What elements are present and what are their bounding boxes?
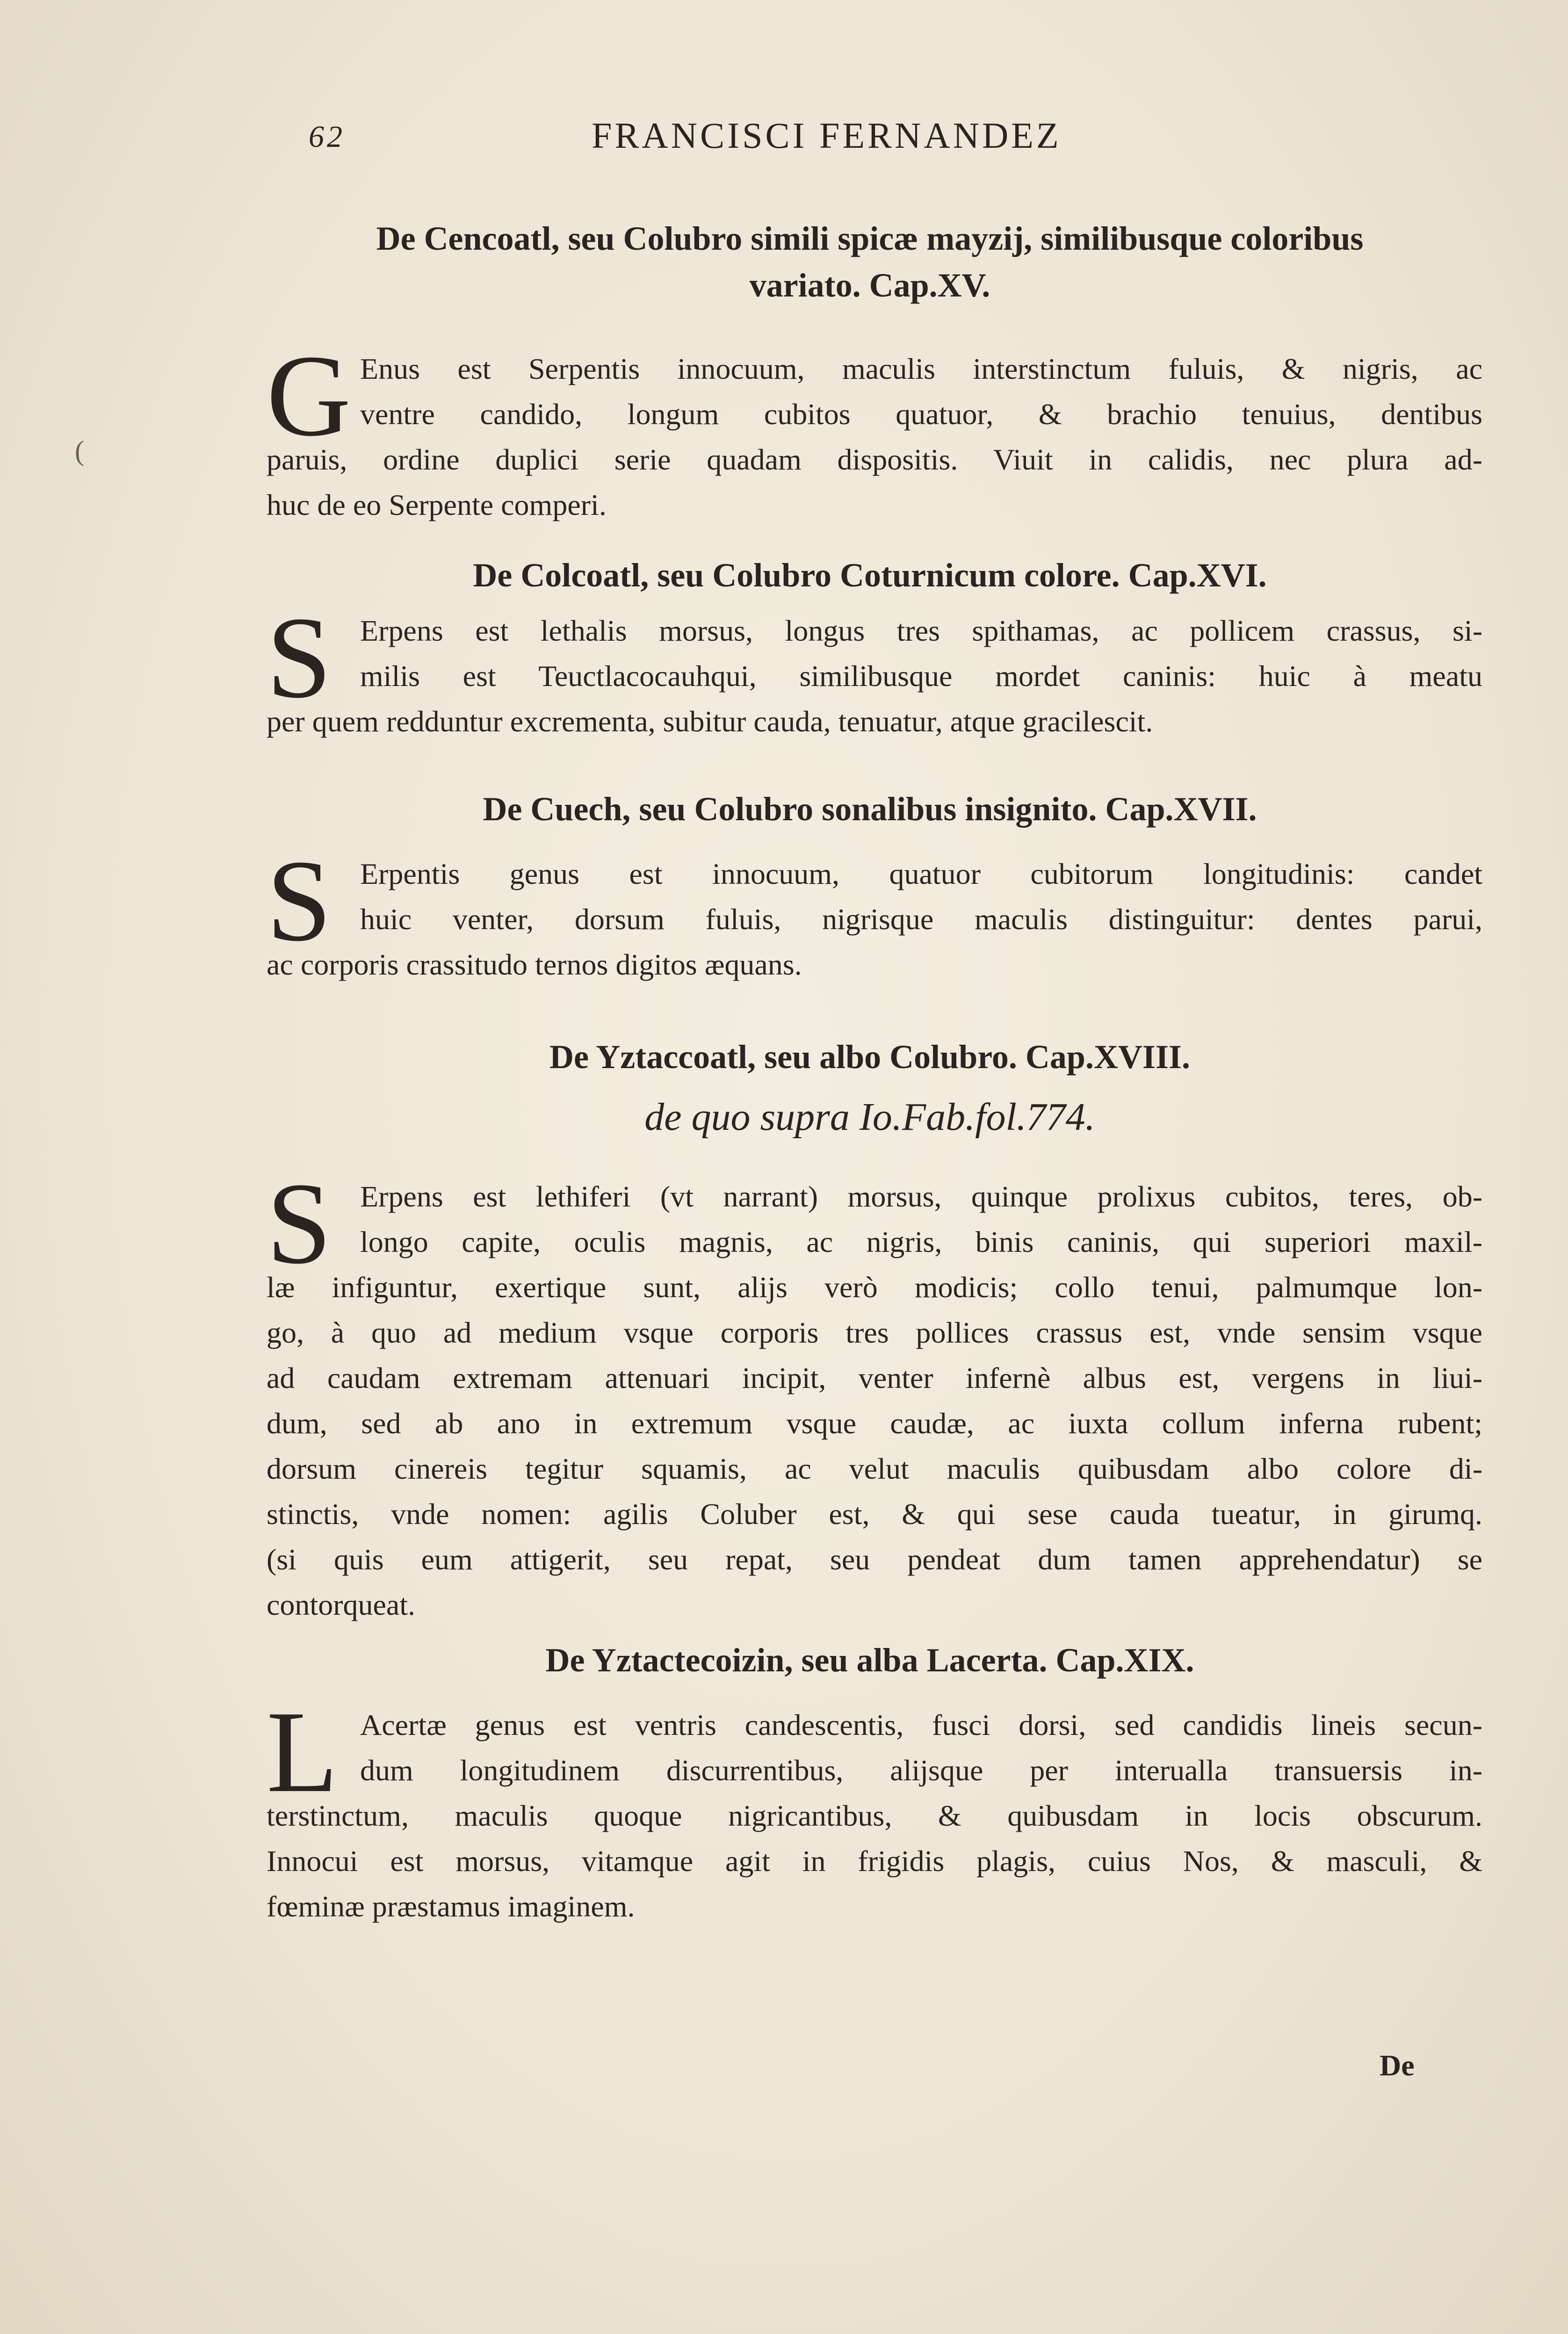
text-line: fœminæ præstamus imaginem. — [267, 1890, 635, 1923]
text-line: per quem redduntur excrementa, subitur cauda, tenuatur, atque gracilescit. — [267, 705, 1153, 738]
text-line: Acertæ genus est ventris candescentis, fusci dorsi, sed candidis lineis secun- — [360, 1708, 1482, 1741]
text-line: Innocui est morsus, vitamque agit in frigidis plagis, cuius Nos, & masculi, & — [267, 1844, 1482, 1878]
chapter-heading-line: De Colcoatl, seu Colubro Coturnicum colore. Cap.XVI. — [473, 556, 1267, 594]
text-line: go, à quo ad medium vsque corporis tres pollices crassus est, vnde sensim vsque — [267, 1316, 1482, 1349]
text-line: terstinctum, maculis quoque nigricantibus, & quibusdam in locis obscurum. — [267, 1799, 1482, 1832]
text-line: (si quis eum attigerit, seu repat, seu pendeat dum tamen apprehendatur) se — [267, 1543, 1482, 1576]
running-head — [299, 110, 1375, 161]
text-line: dum longitudinem discurrentibus, alijsque per interualla transuersis in- — [360, 1754, 1482, 1787]
chapter-paragraph — [267, 331, 1482, 527]
text-line: ac corporis crassitudo ternos digitos æquans. — [267, 948, 802, 981]
chapter-heading-line: De Yztaccoatl, seu albo Colubro. Cap.XVIII. — [549, 1038, 1190, 1076]
chapter-heading — [253, 215, 1487, 309]
chapter-paragraph — [267, 836, 1482, 987]
text-line: stinctis, vnde nomen: agilis Coluber est, & qui sese cauda tueatur, in girumq. — [267, 1497, 1482, 1531]
text-line: ad caudam extremam attenuari incipit, venter infernè albus est, vergens in liui- — [267, 1361, 1482, 1395]
chapter-heading — [253, 786, 1487, 832]
text-line: paruis, ordine duplici serie quadam dispositis. Viuit in calidis, nec plura ad- — [267, 443, 1482, 476]
drop-cap: S — [267, 836, 332, 966]
chapter-heading — [253, 552, 1487, 599]
text-line: Enus est Serpentis innocuum, maculis interstinctum fuluis, & nigris, ac — [360, 352, 1482, 385]
chapter-heading-line: De Cencoatl, seu Colubro simili spicæ mayzij, similibusque coloribus — [376, 220, 1364, 257]
catchword: De — [1380, 2049, 1415, 2082]
drop-cap: L — [267, 1687, 338, 1817]
chapter-heading-line: variato. Cap.XV. — [749, 267, 990, 304]
drop-cap: S — [267, 1159, 332, 1288]
text-line: læ infiguntur, exertique sunt, alijs verò modicis; collo tenui, palmumque lon- — [267, 1271, 1482, 1304]
chapter-heading-line: De Yztactecoizin, seu alba Lacerta. Cap.XIX. — [545, 1641, 1194, 1679]
text-line: ventre candido, longum cubitos quatuor, & brachio tenuius, dentibus — [360, 397, 1482, 431]
chapter-heading-line: De Cuech, seu Colubro sonalibus insignito. Cap.XVII. — [483, 790, 1257, 828]
chapter-heading — [253, 1637, 1487, 1684]
chapter-paragraph — [267, 1159, 1482, 1627]
text-line: Erpens est lethalis morsus, longus tres spithamas, ac pollicem crassus, si- — [360, 614, 1482, 647]
text-line: Erpens est lethiferi (vt narrant) morsus, quinque prolixus cubitos, teres, ob- — [360, 1180, 1482, 1213]
text-line: contorqueat. — [267, 1588, 416, 1621]
text-line: huc de eo Serpente comperi. — [267, 488, 607, 521]
margin-mark: ( — [75, 435, 84, 466]
chapter-paragraph — [267, 593, 1482, 744]
text-line: Erpentis genus est innocuum, quatuor cubitorum longitudinis: candet — [360, 857, 1482, 890]
page-number: 62 — [309, 120, 345, 154]
chapter-heading — [253, 1033, 1487, 1080]
text-line: dorsum cinereis tegitur squamis, ac velut maculis quibusdam albo colore di- — [267, 1452, 1482, 1485]
text-line: longo capite, oculis magnis, ac nigris, binis caninis, qui superiori maxil- — [360, 1225, 1482, 1258]
text-line: huic venter, dorsum fuluis, nigrisque maculis distinguitur: dentes parui, — [360, 903, 1482, 936]
drop-cap: G — [267, 331, 351, 461]
chapter-subheading: de quo supra Io.Fab.fol.774. — [644, 1095, 1095, 1139]
text-line: milis est Teuctlacocauhqui, similibusque mordet caninis: huic à meatu — [360, 659, 1482, 693]
text-line: dum, sed ab ano in extremum vsque caudæ, ac iuxta collum inferna rubent; — [267, 1407, 1482, 1440]
drop-cap: S — [267, 593, 332, 723]
running-title: FRANCISCI FERNANDEZ — [592, 115, 1062, 156]
chapter-paragraph — [267, 1687, 1482, 1929]
